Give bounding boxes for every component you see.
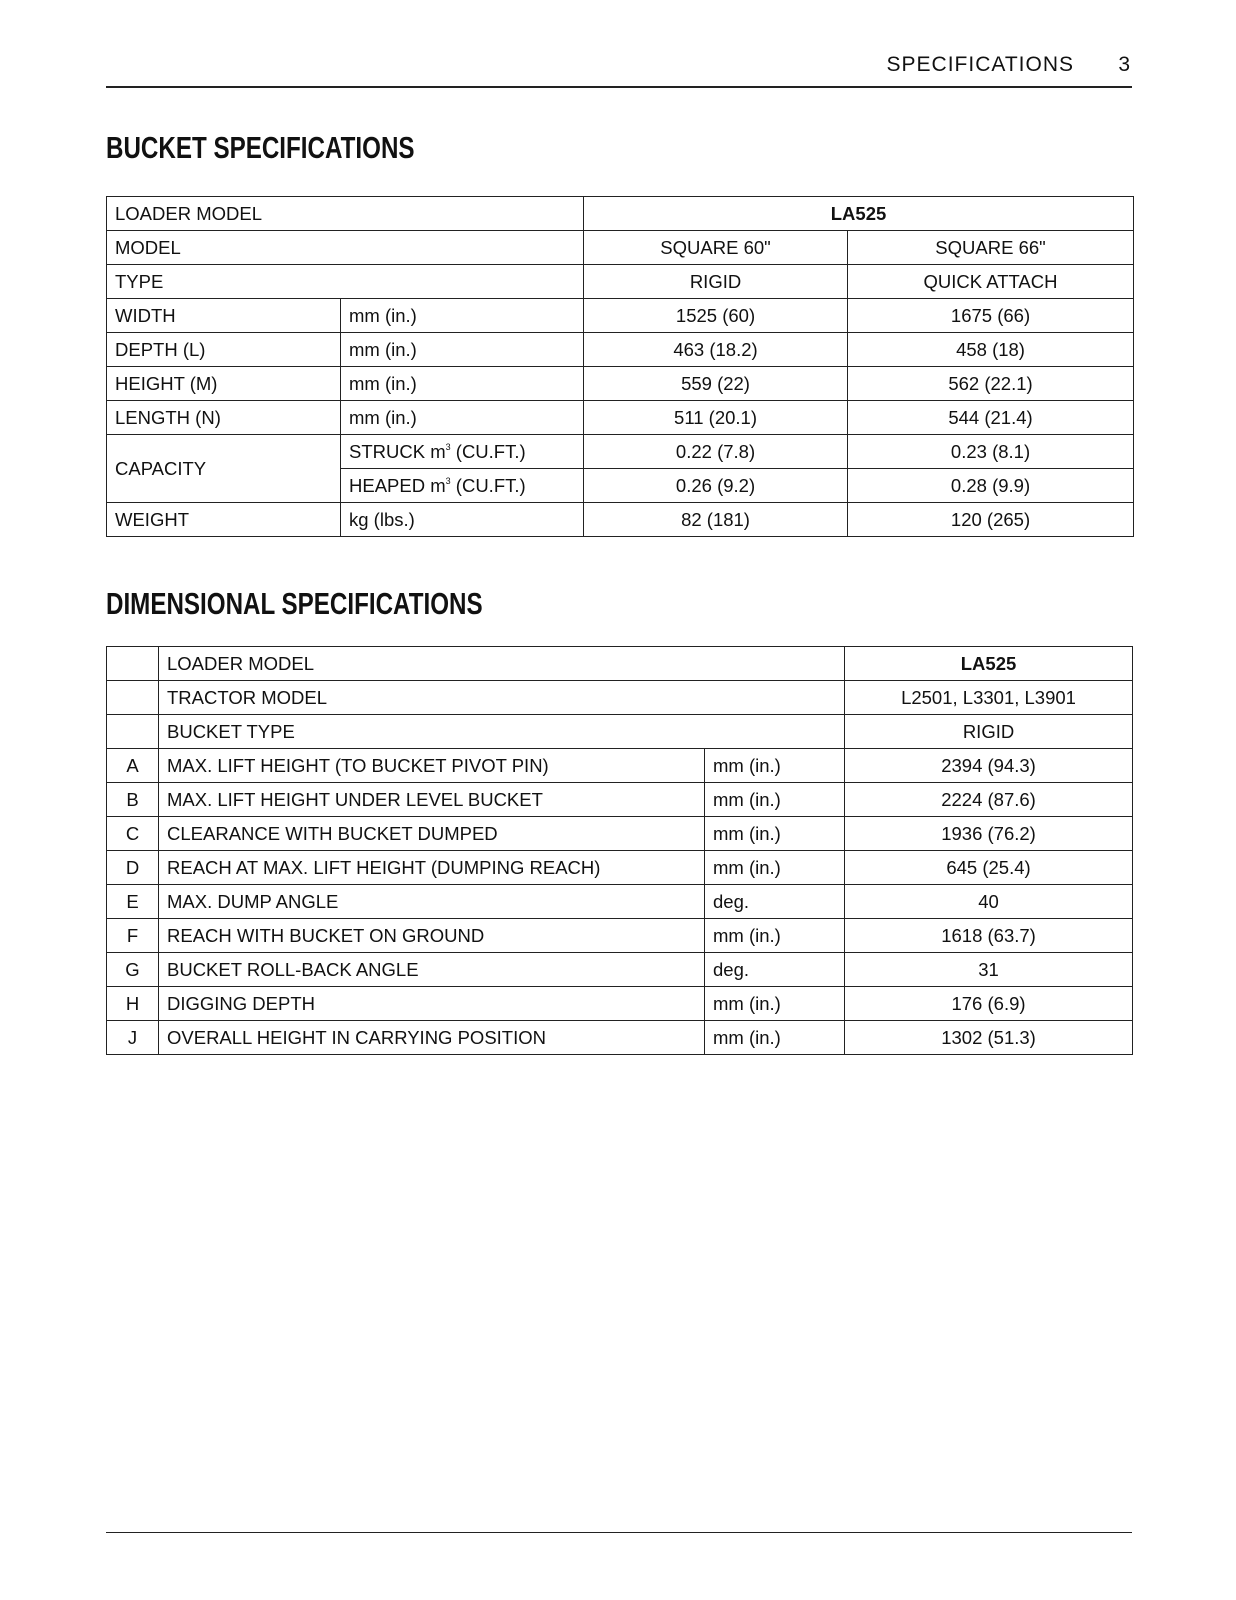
table-row <box>107 987 1133 1021</box>
row-label: MAX. LIFT HEIGHT UNDER LEVEL BUCKET <box>159 783 705 817</box>
table-row <box>107 715 1133 749</box>
table-row <box>107 647 1133 681</box>
row-unit: mm (in.) <box>705 749 845 783</box>
row-value: 40 <box>845 885 1133 919</box>
table-row <box>107 333 1134 367</box>
letter-cell <box>107 647 159 681</box>
row-value: 176 (6.9) <box>845 987 1133 1021</box>
type-value-2: QUICK ATTACH <box>848 265 1134 299</box>
row-value: 1302 (51.3) <box>845 1021 1133 1055</box>
row-value-2: 458 (18) <box>848 333 1134 367</box>
bucket-type-value: RIGID <box>845 715 1133 749</box>
table-row <box>107 367 1134 401</box>
table-row <box>107 503 1134 537</box>
row-unit: mm (in.) <box>705 919 845 953</box>
letter-cell <box>107 715 159 749</box>
row-value-2: 562 (22.1) <box>848 367 1134 401</box>
table-row <box>107 299 1134 333</box>
bucket-specifications-table <box>106 196 1134 537</box>
row-letter: G <box>107 953 159 987</box>
loader-model-value: LA525 <box>584 197 1134 231</box>
row-value-1: 511 (20.1) <box>584 401 848 435</box>
row-label: WIDTH <box>107 299 341 333</box>
page-header <box>106 48 1132 88</box>
heaped-value-2: 0.28 (9.9) <box>848 469 1134 503</box>
row-unit: mm (in.) <box>705 987 845 1021</box>
weight-unit: kg (lbs.) <box>341 503 584 537</box>
table-row <box>107 851 1133 885</box>
row-letter: B <box>107 783 159 817</box>
table-row <box>107 885 1133 919</box>
model-label: MODEL <box>107 231 584 265</box>
weight-label: WEIGHT <box>107 503 341 537</box>
loader-model-value: LA525 <box>845 647 1133 681</box>
model-value-1: SQUARE 60" <box>584 231 848 265</box>
page-number: 3 <box>1118 53 1130 76</box>
row-letter: J <box>107 1021 159 1055</box>
table-row <box>107 783 1133 817</box>
table-row <box>107 817 1133 851</box>
capacity-label: CAPACITY <box>107 435 341 503</box>
tractor-model-value: L2501, L3301, L3901 <box>845 681 1133 715</box>
row-value: 2224 (87.6) <box>845 783 1133 817</box>
row-letter: E <box>107 885 159 919</box>
row-value-1: 1525 (60) <box>584 299 848 333</box>
row-label: REACH WITH BUCKET ON GROUND <box>159 919 705 953</box>
table-row <box>107 401 1134 435</box>
bucket-type-label: BUCKET TYPE <box>159 715 845 749</box>
row-unit: mm (in.) <box>341 333 584 367</box>
row-value-1: 559 (22) <box>584 367 848 401</box>
row-value: 1936 (76.2) <box>845 817 1133 851</box>
row-label: DIGGING DEPTH <box>159 987 705 1021</box>
row-unit: deg. <box>705 885 845 919</box>
dimensional-specifications-table <box>106 646 1133 1055</box>
table-row <box>107 681 1133 715</box>
row-letter: D <box>107 851 159 885</box>
row-letter: A <box>107 749 159 783</box>
heaped-unit: HEAPED $m^3$ (CU.FT.) <box>341 469 584 503</box>
row-value-1: 463 (18.2) <box>584 333 848 367</box>
dimensional-specifications-title: DIMENSIONAL SPECIFICATIONS <box>106 586 483 621</box>
loader-model-label: LOADER MODEL <box>107 197 584 231</box>
letter-cell <box>107 681 159 715</box>
table-row <box>107 197 1134 231</box>
struck-value-1: 0.22 (7.8) <box>584 435 848 469</box>
row-label: DEPTH (L) <box>107 333 341 367</box>
table-row <box>107 1021 1133 1055</box>
row-label: CLEARANCE WITH BUCKET DUMPED <box>159 817 705 851</box>
row-unit: deg. <box>705 953 845 987</box>
row-letter: H <box>107 987 159 1021</box>
row-value: 31 <box>845 953 1133 987</box>
struck-value-2: 0.23 (8.1) <box>848 435 1134 469</box>
weight-value-1: 82 (181) <box>584 503 848 537</box>
row-value: 645 (25.4) <box>845 851 1133 885</box>
bucket-specifications-title: BUCKET SPECIFICATIONS <box>106 130 415 165</box>
table-row <box>107 749 1133 783</box>
table-row <box>107 265 1134 299</box>
table-row <box>107 435 1134 469</box>
model-value-2: SQUARE 66" <box>848 231 1134 265</box>
row-letter: C <box>107 817 159 851</box>
header-title: SPECIFICATIONS <box>886 53 1074 76</box>
struck-unit: STRUCK $m^3$ (CU.FT.) <box>341 435 584 469</box>
row-unit: mm (in.) <box>341 299 584 333</box>
loader-model-label: LOADER MODEL <box>159 647 845 681</box>
row-label: MAX. LIFT HEIGHT (TO BUCKET PIVOT PIN) <box>159 749 705 783</box>
row-unit: mm (in.) <box>341 367 584 401</box>
row-unit: mm (in.) <box>705 783 845 817</box>
row-letter: F <box>107 919 159 953</box>
heaped-value-1: 0.26 (9.2) <box>584 469 848 503</box>
row-unit: mm (in.) <box>705 817 845 851</box>
row-value-2: 544 (21.4) <box>848 401 1134 435</box>
row-unit: mm (in.) <box>341 401 584 435</box>
row-label: OVERALL HEIGHT IN CARRYING POSITION <box>159 1021 705 1055</box>
footer-divider <box>106 1532 1132 1533</box>
type-label: TYPE <box>107 265 584 299</box>
row-value: 1618 (63.7) <box>845 919 1133 953</box>
type-value-1: RIGID <box>584 265 848 299</box>
weight-value-2: 120 (265) <box>848 503 1134 537</box>
row-unit: mm (in.) <box>705 851 845 885</box>
tractor-model-label: TRACTOR MODEL <box>159 681 845 715</box>
table-row <box>107 231 1134 265</box>
table-row <box>107 919 1133 953</box>
row-label: MAX. DUMP ANGLE <box>159 885 705 919</box>
row-unit: mm (in.) <box>705 1021 845 1055</box>
row-value: 2394 (94.3) <box>845 749 1133 783</box>
row-label: REACH AT MAX. LIFT HEIGHT (DUMPING REACH) <box>159 851 705 885</box>
table-row <box>107 953 1133 987</box>
row-label: LENGTH (N) <box>107 401 341 435</box>
row-label: BUCKET ROLL-BACK ANGLE <box>159 953 705 987</box>
row-label: HEIGHT (M) <box>107 367 341 401</box>
row-value-2: 1675 (66) <box>848 299 1134 333</box>
